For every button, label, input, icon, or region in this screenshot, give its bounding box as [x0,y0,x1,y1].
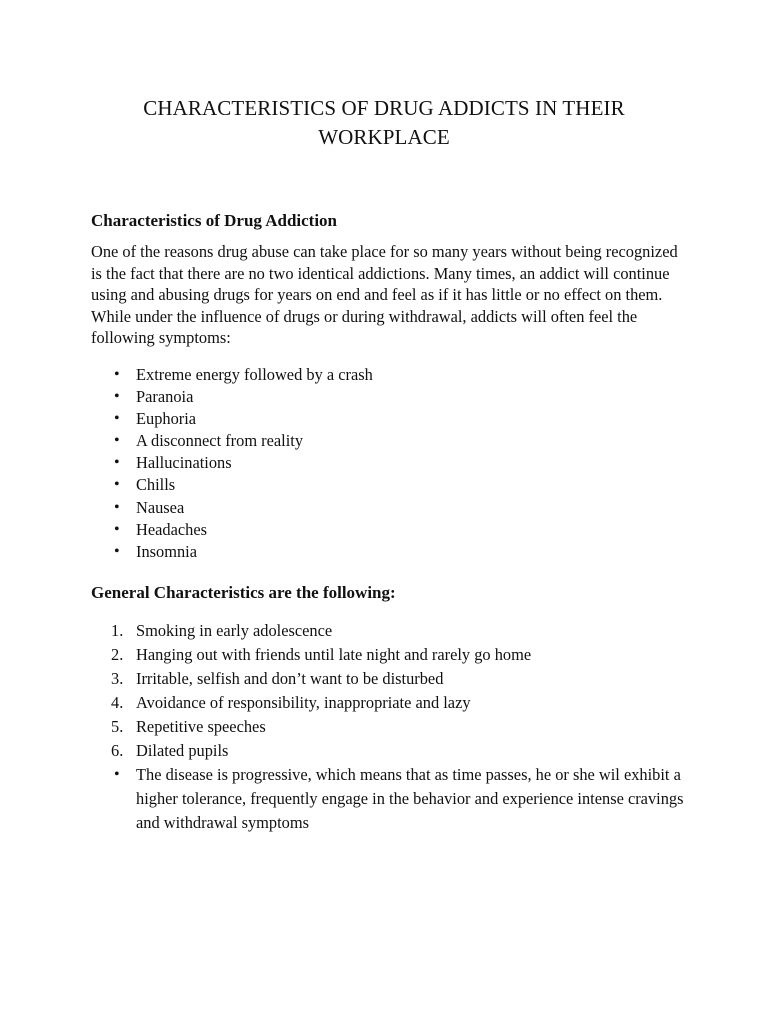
list-number: 3. [111,669,124,688]
section-heading-general-characteristics: General Characteristics are the following: [91,583,396,602]
title-line-1: CHARACTERISTICS OF DRUG ADDICTS IN THEIR [143,96,625,120]
list-item [91,452,691,474]
list-item-text: Headaches [136,519,207,539]
list-number: 6. [111,741,124,760]
bullet-icon: • [114,410,120,428]
list-number: 1. [111,621,124,640]
list-item-text: Chills [136,475,176,495]
list-item-text: Paranoia [136,387,194,407]
document-title [90,94,678,152]
bullet-icon: • [114,454,120,472]
list-item [91,519,691,541]
list-item-text: Extreme energy followed by a crash [136,365,373,384]
bullet-icon: • [114,766,120,783]
list-item [91,497,691,519]
bullet-icon: • [114,388,120,406]
list-item-text: Avoidance of responsibility, inappropriate and lazy [136,693,471,712]
numbered-list-item [91,739,691,763]
numbered-list-item [91,691,691,715]
list-item-text: Nausea [136,497,185,517]
list-item [91,541,691,563]
list-item-text: Repetitive speeches [136,717,266,736]
list-item-text: Hallucinations [136,453,232,473]
list-number: 2. [111,645,124,664]
list-item [91,430,691,452]
list-item-text: A disconnect from reality [136,431,304,451]
list-item [91,364,691,386]
title-line-2: WORKPLACE [318,125,450,149]
general-characteristics-list [91,619,691,763]
bullet-icon: • [114,498,120,516]
list-item-text: Dilated pupils [136,741,229,760]
bullet-icon: • [114,432,120,450]
list-item [91,474,691,496]
list-item-text: Smoking in early adolescence [136,621,333,640]
numbered-list-item [91,643,691,667]
list-item-text: Insomnia [136,541,198,561]
intro-paragraph: One of the reasons drug abuse can take place for so many years without being recognized is the fact that there are no two identical addictions. Many times, an addict will continue using and abusing drugs for years on end and feel as if it has little or no effect on them. While under the influence of drugs or during withdrawal, addicts will often feel the following symptoms: [91,242,678,348]
bullet-icon: • [114,542,120,560]
numbered-list-item [91,715,691,739]
bullet-icon: • [114,476,120,494]
list-item [91,386,691,408]
list-item-text: Irritable, selfish and don’t want to be disturbed [136,669,444,688]
bullet-icon: • [114,366,120,383]
section-heading-drug-addiction: Characteristics of Drug Addiction [91,211,338,230]
list-number: 5. [111,717,124,736]
symptoms-list [91,364,691,563]
list-item-text: Euphoria [136,409,197,429]
list-number: 4. [111,693,124,712]
numbered-list-item [91,619,691,643]
list-item-text: The disease is progressive, which means that as time passes, he or she wil exhibit a higher tolerance, frequently engage in the behavior and experience intense cravings and withdrawal symptoms [136,765,684,832]
numbered-list-item [91,667,691,691]
progressive-disease-item [91,763,691,835]
list-item [91,408,691,430]
bullet-icon: • [114,520,120,538]
list-item-text: Hanging out with friends until late night and rarely go home [136,645,532,664]
